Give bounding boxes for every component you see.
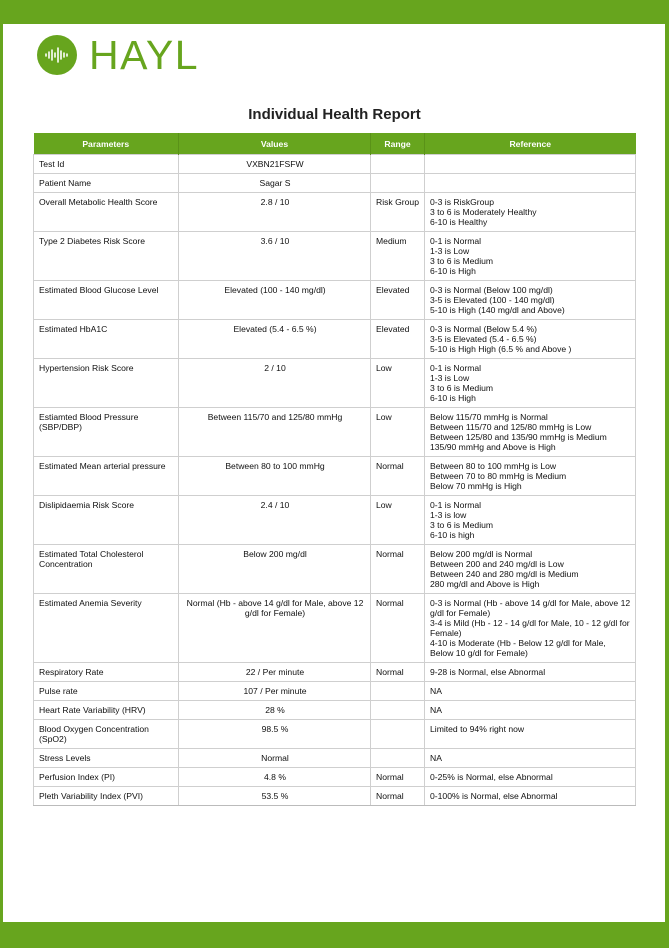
- reference-cell: 9-28 is Normal, else Abnormal: [425, 663, 636, 682]
- column-header: Reference: [425, 133, 636, 155]
- table-row: [34, 457, 636, 496]
- range-cell: Elevated: [371, 281, 425, 320]
- left-frame-border: [0, 0, 3, 948]
- table-row: [34, 545, 636, 594]
- range-cell: Normal: [371, 768, 425, 787]
- waveform-icon: [37, 35, 77, 75]
- value-cell: Elevated (5.4 - 6.5 %): [179, 320, 371, 359]
- table-header-row: [34, 133, 636, 155]
- range-cell: Medium: [371, 232, 425, 281]
- table-row: [34, 701, 636, 720]
- table-row: [34, 408, 636, 457]
- reference-cell: 0-3 is RiskGroup 3 to 6 is Moderately Healthy 6-10 is Healthy: [425, 193, 636, 232]
- table-row: [34, 749, 636, 768]
- table-row: [34, 174, 636, 193]
- reference-cell: [425, 155, 636, 174]
- column-header: Range: [371, 133, 425, 155]
- parameter-cell: Estiamted Blood Pressure (SBP/DBP): [34, 408, 179, 457]
- range-cell: [371, 174, 425, 193]
- reference-cell: NA: [425, 749, 636, 768]
- table-row: [34, 320, 636, 359]
- logo-text: HAYL: [89, 32, 200, 78]
- value-cell: 107 / Per minute: [179, 682, 371, 701]
- range-cell: [371, 701, 425, 720]
- parameter-cell: Estimated HbA1C: [34, 320, 179, 359]
- reference-cell: 0-1 is Normal 1-3 is Low 3 to 6 is Medium 6-10 is High: [425, 359, 636, 408]
- value-cell: 98.5 %: [179, 720, 371, 749]
- value-cell: 4.8 %: [179, 768, 371, 787]
- table-body: [34, 155, 636, 806]
- reference-cell: 0-1 is Normal 1-3 is low 3 to 6 is Medium 6-10 is high: [425, 496, 636, 545]
- parameter-cell: Test Id: [34, 155, 179, 174]
- table-row: [34, 787, 636, 806]
- reference-cell: Below 200 mg/dl is Normal Between 200 and 240 mg/dl is Low Between 240 and 280 mg/dl is Medium 280 mg/dl and Above is High: [425, 545, 636, 594]
- reference-cell: 0-3 is Normal (Below 5.4 %) 3-5 is Elevated (5.4 - 6.5 %) 5-10 is High High (6.5 % and Above ): [425, 320, 636, 359]
- range-cell: Risk Group: [371, 193, 425, 232]
- reference-cell: [425, 174, 636, 193]
- value-cell: 53.5 %: [179, 787, 371, 806]
- reference-cell: Below 115/70 mmHg is Normal Between 115/70 and 125/80 mmHg is Low Between 125/80 and 135/90 mmHg is Medium 135/90 mmHg and Above is High: [425, 408, 636, 457]
- reference-cell: Between 80 to 100 mmHg is Low Between 70 to 80 mmHg is Medium Below 70 mmHg is High: [425, 457, 636, 496]
- value-cell: 3.6 / 10: [179, 232, 371, 281]
- right-frame-border: [665, 0, 669, 948]
- range-cell: [371, 155, 425, 174]
- table-row: [34, 281, 636, 320]
- parameter-cell: Patient Name: [34, 174, 179, 193]
- parameter-cell: Type 2 Diabetes Risk Score: [34, 232, 179, 281]
- range-cell: Normal: [371, 457, 425, 496]
- health-report-table: [33, 133, 636, 806]
- value-cell: VXBN21FSFW: [179, 155, 371, 174]
- reference-cell: NA: [425, 701, 636, 720]
- parameter-cell: Estimated Anemia Severity: [34, 594, 179, 663]
- parameter-cell: Overall Metabolic Health Score: [34, 193, 179, 232]
- value-cell: 22 / Per minute: [179, 663, 371, 682]
- table-row: [34, 496, 636, 545]
- range-cell: Low: [371, 359, 425, 408]
- parameter-cell: Stress Levels: [34, 749, 179, 768]
- table-row: [34, 594, 636, 663]
- value-cell: 2 / 10: [179, 359, 371, 408]
- reference-cell: 0-3 is Normal (Hb - above 14 g/dl for Male, above 12 g/dl for Female) 3-4 is Mild (Hb - 12 - 14 g/dl for Male, 10 - 12 g/dl for Female) 4-10 is Moderate (Hb - Below 12 g/dl for Male, Below 10 g/dl for Female): [425, 594, 636, 663]
- table-row: [34, 768, 636, 787]
- parameter-cell: Hypertension Risk Score: [34, 359, 179, 408]
- range-cell: [371, 720, 425, 749]
- range-cell: Elevated: [371, 320, 425, 359]
- parameter-cell: Estimated Mean arterial pressure: [34, 457, 179, 496]
- range-cell: Normal: [371, 594, 425, 663]
- parameter-cell: Pleth Variability Index (PVI): [34, 787, 179, 806]
- column-header: Values: [179, 133, 371, 155]
- range-cell: Normal: [371, 545, 425, 594]
- parameter-cell: Perfusion Index (PI): [34, 768, 179, 787]
- parameter-cell: Estimated Blood Glucose Level: [34, 281, 179, 320]
- table-row: [34, 193, 636, 232]
- table-row: [34, 359, 636, 408]
- reference-cell: NA: [425, 682, 636, 701]
- reference-cell: 0-25% is Normal, else Abnormal: [425, 768, 636, 787]
- table-row: [34, 155, 636, 174]
- value-cell: Normal: [179, 749, 371, 768]
- reference-cell: 0-1 is Normal 1-3 is Low 3 to 6 is Medium 6-10 is High: [425, 232, 636, 281]
- table-row: [34, 663, 636, 682]
- value-cell: Between 115/70 and 125/80 mmHg: [179, 408, 371, 457]
- table-row: [34, 720, 636, 749]
- brand-logo: [37, 32, 200, 78]
- reference-cell: Limited to 94% right now: [425, 720, 636, 749]
- value-cell: Elevated (100 - 140 mg/dl): [179, 281, 371, 320]
- parameter-cell: Estimated Total Cholesterol Concentration: [34, 545, 179, 594]
- value-cell: 2.8 / 10: [179, 193, 371, 232]
- range-cell: [371, 682, 425, 701]
- range-cell: Low: [371, 496, 425, 545]
- reference-cell: 0-100% is Normal, else Abnormal: [425, 787, 636, 806]
- value-cell: Between 80 to 100 mmHg: [179, 457, 371, 496]
- parameter-cell: Heart Rate Variability (HRV): [34, 701, 179, 720]
- bottom-frame-bar: [0, 922, 669, 948]
- range-cell: Low: [371, 408, 425, 457]
- range-cell: Normal: [371, 787, 425, 806]
- value-cell: Sagar S: [179, 174, 371, 193]
- parameter-cell: Pulse rate: [34, 682, 179, 701]
- table-row: [34, 232, 636, 281]
- parameter-cell: Dislipidaemia Risk Score: [34, 496, 179, 545]
- parameter-cell: Respiratory Rate: [34, 663, 179, 682]
- value-cell: 2.4 / 10: [179, 496, 371, 545]
- top-frame-bar: [0, 0, 669, 24]
- range-cell: [371, 749, 425, 768]
- value-cell: Normal (Hb - above 14 g/dl for Male, above 12 g/dl for Female): [179, 594, 371, 663]
- page-title: Individual Health Report: [248, 106, 421, 123]
- range-cell: Normal: [371, 663, 425, 682]
- value-cell: 28 %: [179, 701, 371, 720]
- value-cell: Below 200 mg/dl: [179, 545, 371, 594]
- table-row: [34, 682, 636, 701]
- parameter-cell: Blood Oxygen Concentration (SpO2): [34, 720, 179, 749]
- column-header: Parameters: [34, 133, 179, 155]
- reference-cell: 0-3 is Normal (Below 100 mg/dl) 3-5 is Elevated (100 - 140 mg/dl) 5-10 is High (140 mg/dl and Above): [425, 281, 636, 320]
